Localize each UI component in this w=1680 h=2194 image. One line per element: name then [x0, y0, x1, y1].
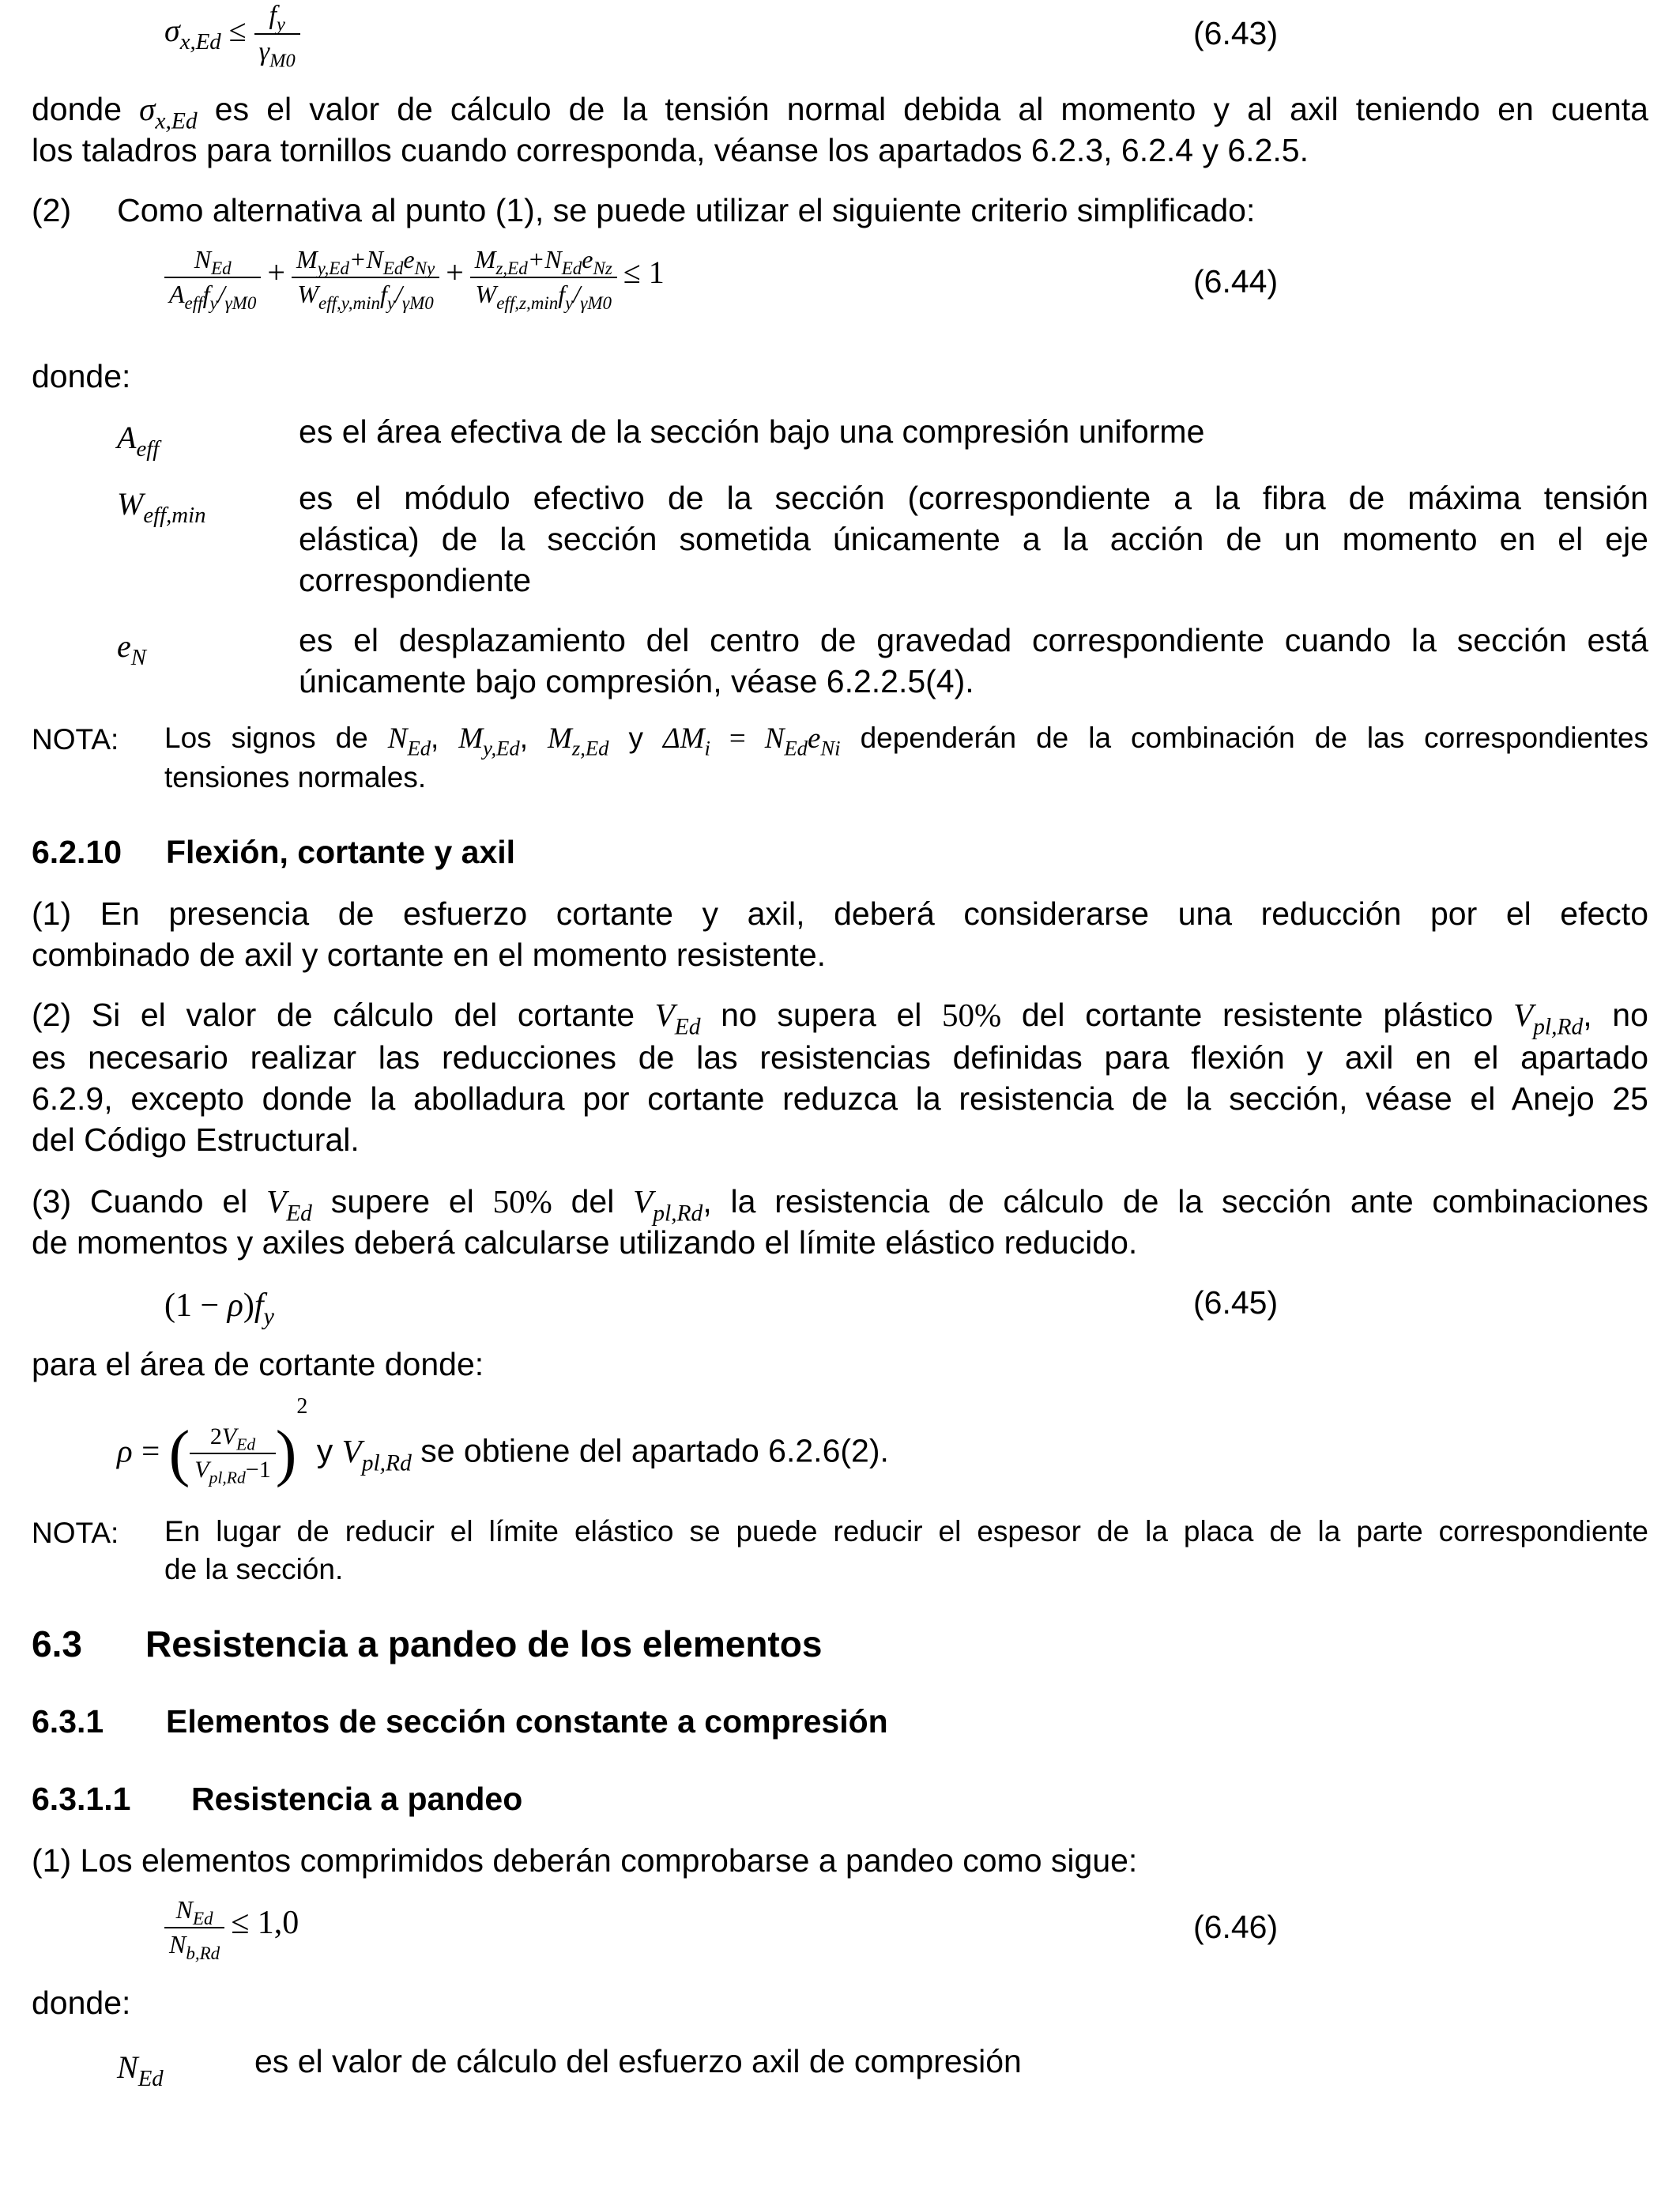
equation-6-43: $\sigma_{x,Ed}$ ≤ $\frac{f_y}{\gamma_{M0}}$ — [164, 2, 300, 66]
paragraph-line: (1) Los elementos comprimidos deberán comprobarse a pandeo como sigue: — [32, 1842, 1138, 1879]
equation-number: (6.46) — [1193, 1909, 1279, 1945]
symbol-en: $e_N$ — [117, 628, 146, 671]
paragraph-line: (3) Cuando el $V_{Ed}$ supere el 50% del $V_{pl,Rd}$, la resistencia de cálculo de la sección ante combinaciones — [32, 1183, 1648, 1227]
equation-6-45: $(1 - \rho)f_y$ — [164, 1287, 274, 1330]
definition-en-line: es el desplazamiento del centro de gravedad correspondiente cuando la sección está — [299, 622, 1648, 658]
section-title: Resistencia a pandeo — [191, 1781, 523, 1817]
paragraph-line: combinado de axil y cortante en el momento resistente. — [32, 937, 827, 973]
note-line: En lugar de reducir el límite elástico se puede reducir el espesor de la placa de la parte correspondiente — [164, 1515, 1648, 1547]
paragraph-line: (2) Si el valor de cálculo del cortante $V_{Ed}$ no supera el 50% del cortante resistente plástico $V_{pl,Rd}$, no — [32, 997, 1648, 1040]
section-title: Flexión, cortante y axil — [166, 834, 516, 870]
paragraph-line: del Código Estructural. — [32, 1122, 360, 1158]
symbol-aeff: $A_{eff}$ — [117, 420, 160, 462]
paragraph-line: (1) En presencia de esfuerzo cortante y axil, deberá considerarse una reducción por el efecto — [32, 895, 1648, 932]
definition-aeff: es el área efectiva de la sección bajo una compresión uniforme — [299, 413, 1205, 450]
note-line: de la sección. — [164, 1553, 344, 1585]
note-label: NOTA: — [32, 723, 119, 756]
note-line: Los signos de $N_{Ed}$, $M_{y,Ed}$, $M_{z,Ed}$ y $\Delta M_i = N_{Ed}e_{Ni}$ dependerán de la combinación de las correspondientes — [164, 722, 1649, 760]
definition-weff-line: es el módulo efectivo de la sección (correspondiente a la fibra de máxima tensión — [299, 480, 1648, 516]
paragraph-line: para el área de cortante donde: — [32, 1346, 484, 1382]
definition-weff-line: correspondiente — [299, 562, 532, 598]
section-title: Elementos de sección constante a compresión — [166, 1703, 888, 1740]
donde-label: donde: — [32, 358, 131, 394]
symbol-weff-min: $W_{eff,min}$ — [117, 486, 206, 529]
equation-number: (6.45) — [1193, 1284, 1279, 1321]
section-title: Resistencia a pandeo de los elementos — [145, 1623, 823, 1664]
equation-6-46: $\frac{N_{Ed}}{N_{b,Rd}}$ ≤ 1,0 — [164, 1897, 299, 1958]
equation-rho: ρ = ( $\frac{2V_{Ed}}{V_{pl,Rd}-1}$ )$^2$ y $V_{pl,Rd}$ se obtiene del apartado 6.2.6(2). — [117, 1394, 889, 1488]
definition-ned: es el valor de cálculo del esfuerzo axil de compresión — [254, 2043, 1022, 2079]
section-number: 6.3 — [32, 1623, 82, 1664]
paragraph-line: donde $\sigma_{x,Ed}$ es el valor de cálculo de la tensión normal debida al momento y al axil teniendo en cuenta — [32, 91, 1648, 134]
paragraph-line: 6.2.9, excepto donde la abolladura por cortante reduzca la resistencia de la sección, véase el Anejo 25 — [32, 1080, 1648, 1117]
section-number: 6.3.1.1 — [32, 1781, 131, 1817]
paragraph-line: (2) Como alternativa al punto (1), se puede utilizar el siguiente criterio simplificado: — [32, 192, 1256, 228]
definition-weff-line: elástica) de la sección sometida únicamente a la acción de un momento en el eje — [299, 521, 1648, 557]
equation-number: (6.43) — [1193, 15, 1279, 51]
paragraph-line: los taladros para tornillos cuando corresponda, véanse los apartados 6.2.3, 6.2.4 y 6.2.5. — [32, 132, 1309, 168]
equation-6-44: $\frac{N_{Ed}}{A_{eff}f_y/_{\gamma M0}}$ + $\frac{M_{y,Ed}+N_{Ed}e_{Ny}}{W_{eff,y,min}f_y/_{\gamma M0}}$ + $\frac{M_{z,Ed}+N_{Ed}e_{Nz}}{W_{eff,z,min}f_y/_{\gamma M0}}$ ≤ 1 — [164, 247, 665, 307]
paragraph-line: es necesario realizar las reducciones de las resistencias definidas para flexión y axil en el apartado — [32, 1039, 1648, 1076]
note-label: NOTA: — [32, 1517, 119, 1549]
definition-en-line: únicamente bajo compresión, véase 6.2.2.5(4). — [299, 663, 974, 699]
paragraph-line: de momentos y axiles deberá calcularse utilizando el límite elástico reducido. — [32, 1224, 1138, 1261]
section-number: 6.3.1 — [32, 1703, 104, 1740]
symbol-ned: $N_{Ed}$ — [117, 2049, 164, 2092]
section-number: 6.2.10 — [32, 834, 122, 870]
donde-label: donde: — [32, 1985, 131, 2021]
note-line: tensiones normales. — [164, 761, 427, 794]
equation-number: (6.44) — [1193, 263, 1279, 300]
